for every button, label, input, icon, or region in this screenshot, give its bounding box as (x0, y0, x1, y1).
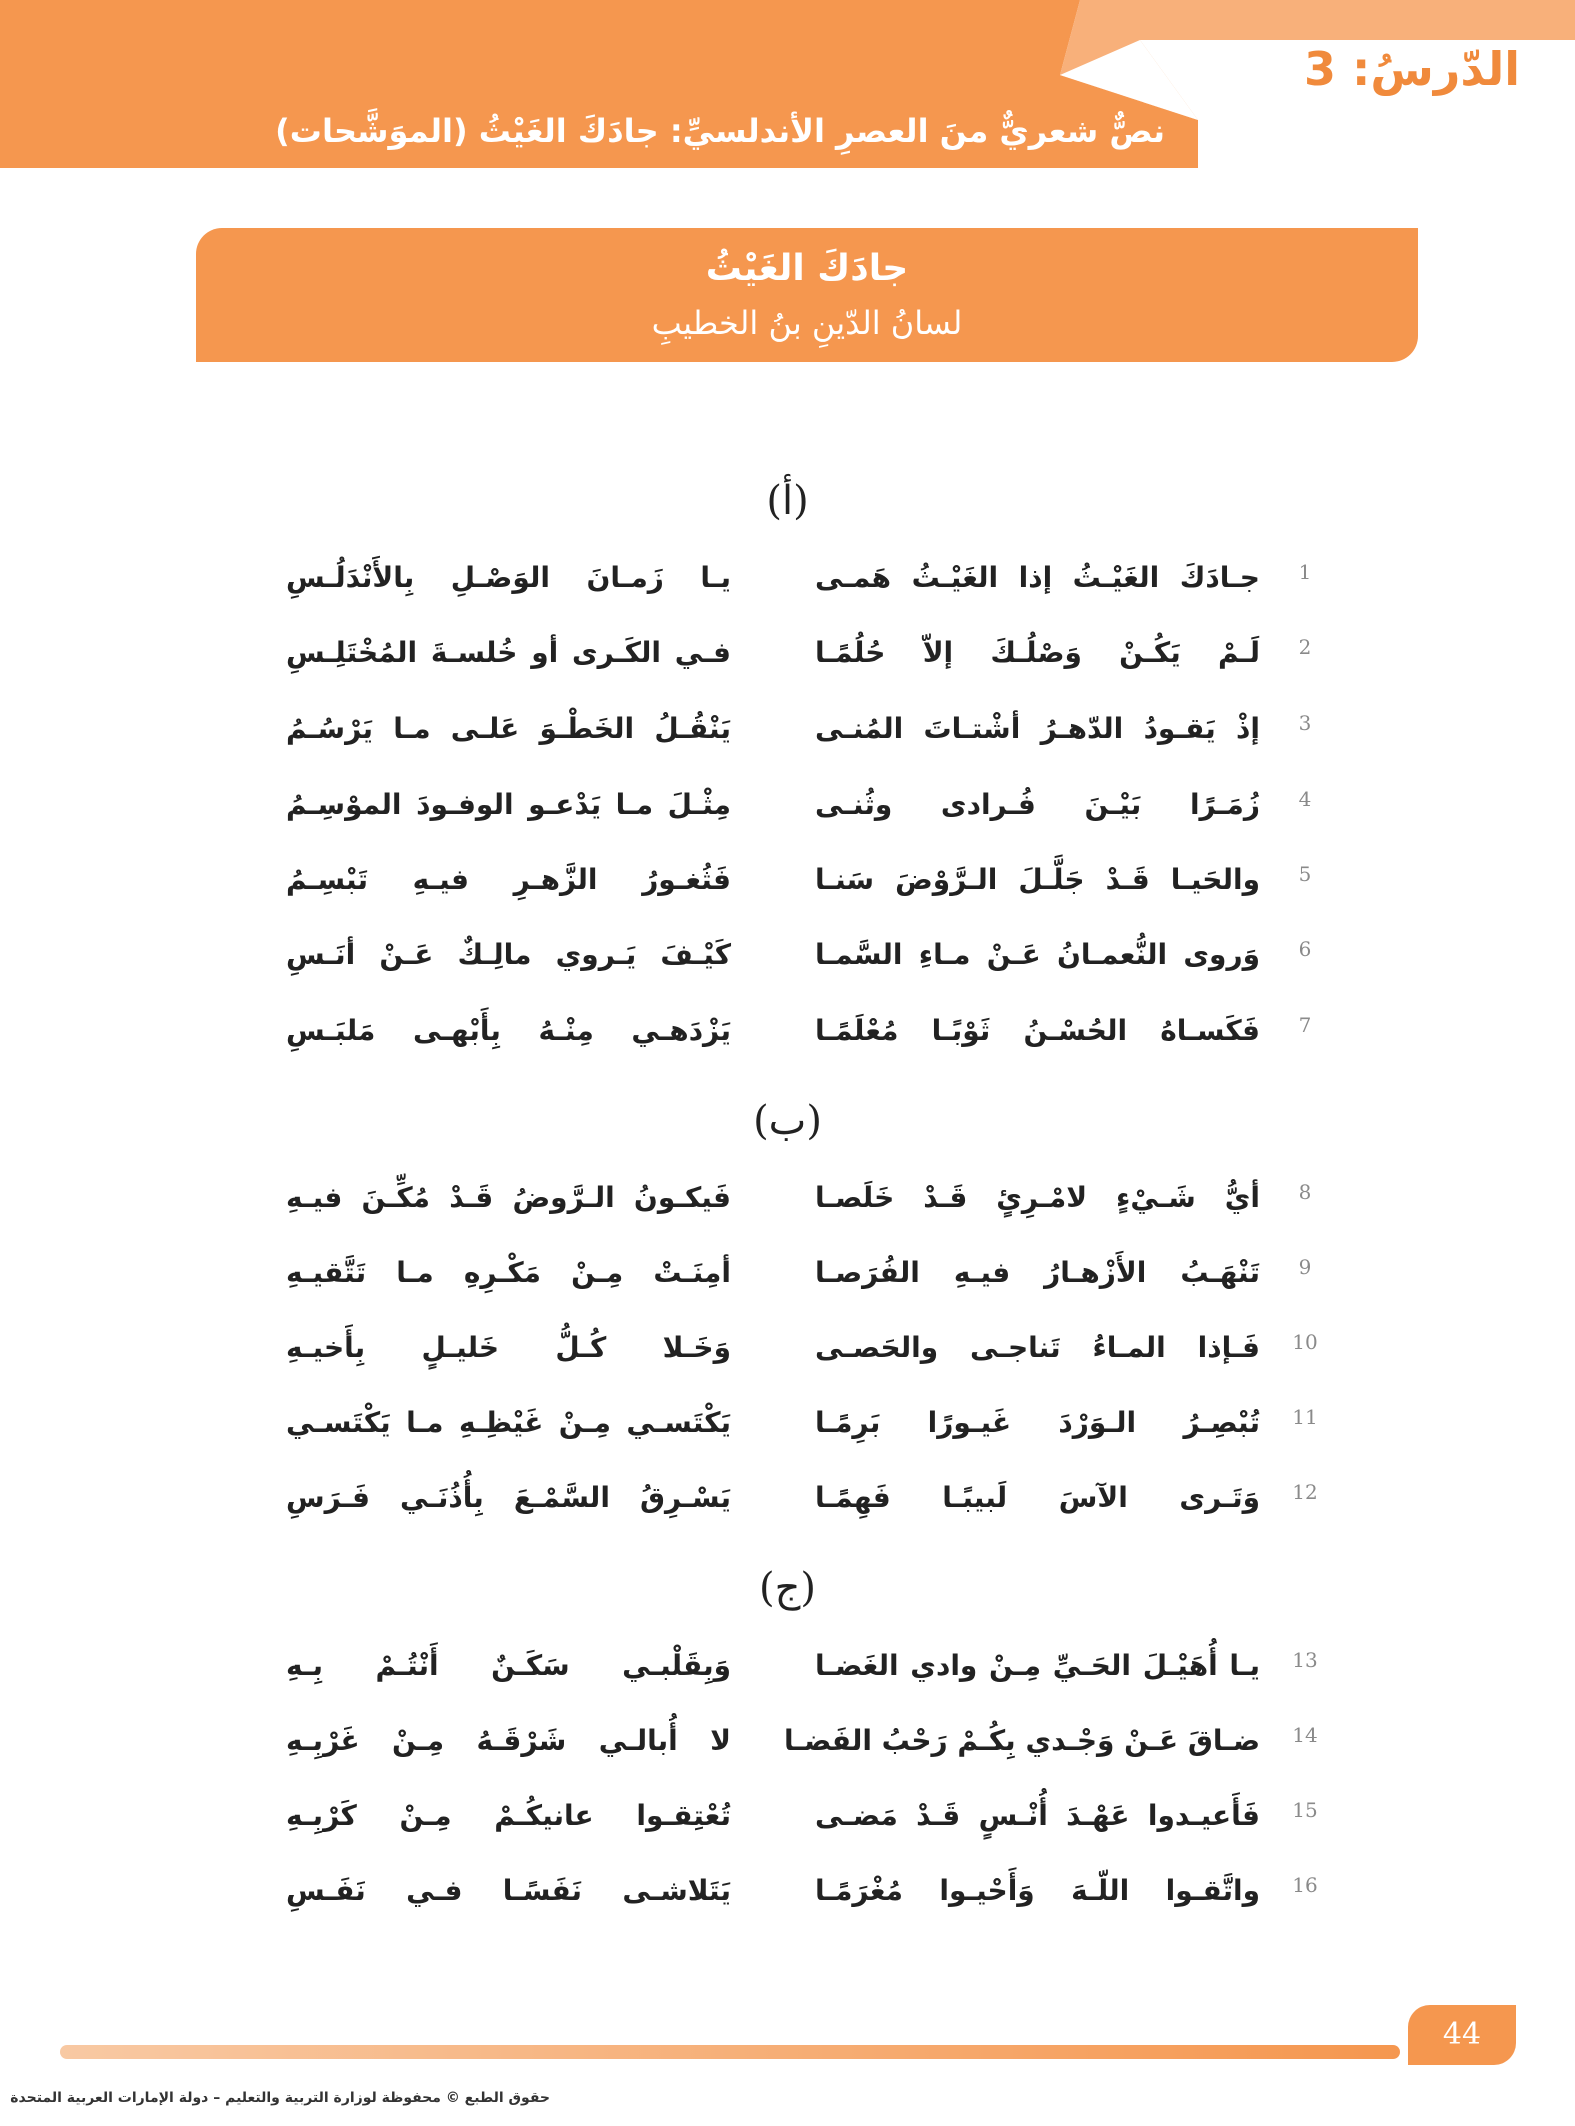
verse-first-hemistich: فَـإذا المـاءُ تَناجـى والحَصـى (815, 1331, 1260, 1364)
verse-number: 15 (1292, 1798, 1318, 1822)
lesson-subtitle: نصٌّ شعريٌّ منَ العصرِ الأندلسيِّ: جادَكَ الغَيْثُ (الموَشَّحات) (275, 112, 1165, 150)
verse-row (0, 1636, 1575, 1696)
verse-first-hemistich: جـادَكَ الغَيْـثُ إذا الغَيْـثُ هَمـى (815, 561, 1260, 594)
verse-second-hemistich: وَبِقَلْبـي سَكَـنٌ أَنْتُـمْ بِـهِ (286, 1649, 731, 1682)
verse-number: 3 (1298, 711, 1312, 735)
verse-number: 14 (1292, 1723, 1318, 1747)
poem-title: جادَكَ الغَيْثُ (705, 248, 909, 289)
verse-number: 6 (1298, 937, 1312, 961)
verse-second-hemistich: مِثْـلَ مـا يَدْعـو الوفـودَ الموْسِـمُ (286, 788, 731, 821)
verse-second-hemistich: فَثُغـورُ الزَّهـرِ فيـهِ تَبْسِـمُ (286, 863, 731, 896)
verse-row (0, 1243, 1575, 1303)
verse-row (0, 548, 1575, 608)
verse-second-hemistich: وَخَـلا كُـلُّ خَليـلٍ بِأَخيـهِ (286, 1331, 731, 1364)
verse-second-hemistich: أمِنَـتْ مِـنْ مَكْـرِهِ مـا تَتَّقيـهِ (286, 1256, 731, 1289)
verse-number: 10 (1292, 1330, 1318, 1354)
verse-number: 9 (1298, 1255, 1312, 1279)
verse-second-hemistich: لا أُبالـي شَرْقَـهُ مِـنْ غَرْبِـهِ (286, 1724, 731, 1757)
verse-first-hemistich: إذْ يَقـودُ الدّهـرُ أشْتـاتَ المُنـى (815, 712, 1260, 745)
verse-first-hemistich: والحَيـا قَـدْ جَلَّـلَ الـرَّوْضَ سَنـا (815, 863, 1260, 896)
page-number-badge (1408, 2005, 1516, 2065)
verse-first-hemistich: وَتَـرى الآسَ لَبيبًـا فَهِمًـا (815, 1481, 1260, 1514)
verse-number: 7 (1298, 1013, 1312, 1037)
verse-row (0, 1168, 1575, 1228)
verse-second-hemistich: تُعْتِقـوا عانيكُـمْ مِـنْ كَرْبِـهِ (286, 1799, 731, 1832)
verse-second-hemistich: كَيْـفَ يَـروي مالِـكٌ عَـنْ أنَـسِ (286, 938, 731, 971)
verse-number: 1 (1298, 560, 1312, 584)
verse-second-hemistich: يَسْـرِقُ السَّمْـعَ بِأُذُنَـي فَـرَسِ (286, 1481, 731, 1514)
verse-row (0, 1861, 1575, 1921)
verse-row (0, 850, 1575, 910)
verse-row (0, 1393, 1575, 1453)
verse-second-hemistich: يَزْدَهـي مِنْـهُ بِأَبْهـى مَلبَـسِ (286, 1014, 731, 1047)
verse-first-hemistich: زُمَـرًا بَيْـنَ فُـرادى وثُنـى (815, 788, 1260, 821)
verse-row (0, 699, 1575, 759)
verse-first-hemistich: أيُّ شَـيْءٍ لامْـرِئٍ قَـدْ خَلَصـا (815, 1181, 1260, 1214)
section-marker: (أ) (766, 478, 809, 524)
verse-row (0, 1001, 1575, 1061)
poet-name: لسانُ الدّينِ بنُ الخطيبِ (651, 304, 963, 342)
verse-row (0, 1318, 1575, 1378)
section-marker: (ب) (753, 1098, 822, 1144)
verse-first-hemistich: ضـاقَ عَـنْ وَجْـدي بِكُـمْ رَحْبُ الفَضـا (784, 1724, 1260, 1757)
verse-second-hemistich: يـا زَمـانَ الوَصْـلِ بِالأَنْدَلُـسِ (286, 561, 731, 594)
verse-first-hemistich: وَروى النُّعمـانُ عَـنْ مـاءِ السَّمـا (815, 938, 1260, 971)
section-marker: (ج) (758, 1565, 817, 1611)
verse-number: 12 (1292, 1480, 1318, 1504)
verse-number: 5 (1298, 862, 1312, 886)
verse-first-hemistich: يـا أُهَيْـلَ الحَـيِّ مِـنْ وادي الغَضـا (815, 1649, 1260, 1682)
verse-number: 11 (1292, 1405, 1318, 1429)
verse-first-hemistich: فَأَعيـدوا عَهْـدَ أُنْـسٍ قَـدْ مَضـى (815, 1799, 1260, 1832)
verse-second-hemistich: يَتَلاشـى نَفَسًـا فـي نَفَـسِ (286, 1874, 731, 1907)
page-number: 44 (1442, 2017, 1482, 2052)
verse-second-hemistich: فـي الكَـرى أو خُلسـةَ المُخْتَلِـسِ (286, 636, 731, 669)
verse-row (0, 623, 1575, 683)
verse-number: 8 (1298, 1180, 1312, 1204)
verse-first-hemistich: تُبْصِـرُ الـوَرْدَ غَيـورًا بَرِمًـا (815, 1406, 1260, 1439)
verse-number: 2 (1298, 635, 1312, 659)
verse-second-hemistich: فَيكـونُ الـرَّوضُ قَـدْ مُكِّـنَ فيـهِ (286, 1181, 731, 1214)
verse-row (0, 925, 1575, 985)
verse-row (0, 775, 1575, 835)
verse-first-hemistich: واتَّقـوا اللّـهَ وَأَحْيـوا مُغْرَمًـا (815, 1874, 1260, 1907)
lesson-label: الدّرسُ: 3 (1304, 42, 1520, 96)
verse-number: 4 (1298, 787, 1312, 811)
verse-second-hemistich: يَنْقُـلُ الخَطْـوَ عَلـى مـا يَرْسُـمُ (286, 712, 731, 745)
verse-second-hemistich: يَكْتَسـي مِـنْ غَيْظِـهِ مـا يَكْتَسـي (286, 1406, 731, 1439)
verse-first-hemistich: لَـمْ يَكُـنْ وَصْلُـكَ إلاّ حُلُمًـا (815, 636, 1260, 669)
verse-row (0, 1711, 1575, 1771)
verse-first-hemistich: فَكَسـاهُ الحُسْـنُ ثَوْبًـا مُعْلَمًـا (815, 1014, 1260, 1047)
verse-number: 13 (1292, 1648, 1318, 1672)
verse-row (0, 1468, 1575, 1528)
footer-rule (60, 2045, 1400, 2059)
verse-number: 16 (1292, 1873, 1318, 1897)
verse-row (0, 1786, 1575, 1846)
copyright-notice: حقوق الطبع © محفوظة لوزارة التربية والتعليم – دولة الإمارات العربية المتحدة (10, 2090, 550, 2106)
poem-title-box (196, 228, 1418, 362)
verse-first-hemistich: تَنْهَـبُ الأَزْهـارُ فيـهِ الفُرَصـا (815, 1256, 1260, 1289)
